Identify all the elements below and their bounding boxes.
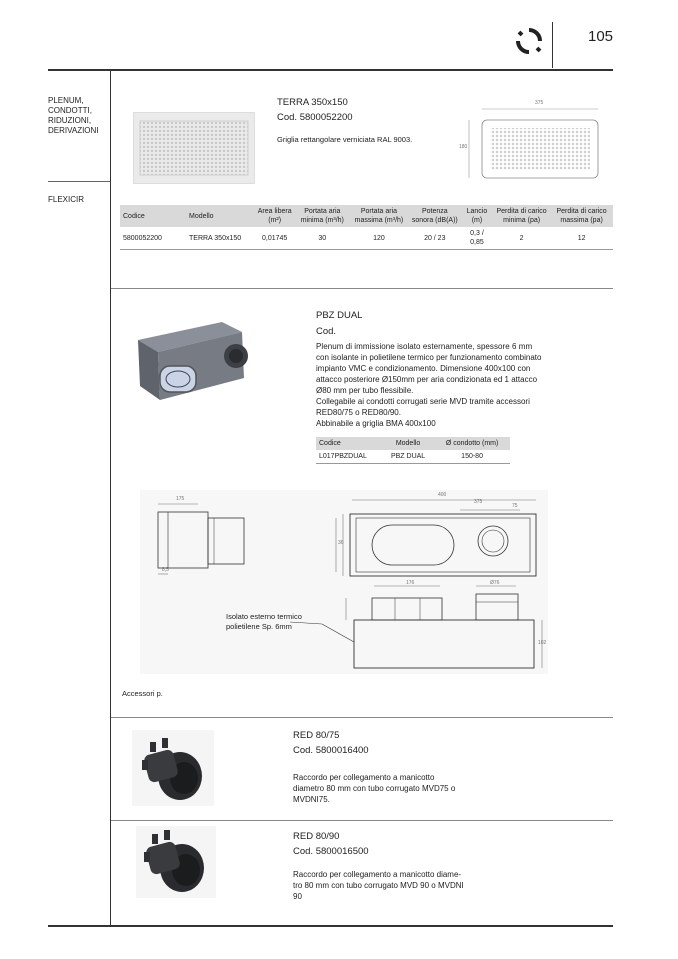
dimension-label: 102 bbox=[538, 640, 547, 646]
description-line: 90 bbox=[293, 892, 302, 901]
table-cell: TERRA 350x150 bbox=[186, 227, 254, 250]
table-cell: L017PBZDUAL bbox=[316, 450, 382, 464]
sidebar-category-line: RIDUZIONI, bbox=[48, 116, 92, 125]
sidebar-subcategory: FLEXICIR bbox=[48, 195, 85, 204]
page-number: 105 bbox=[588, 28, 614, 45]
description-line: RED80/75 o RED80/90. bbox=[316, 408, 401, 417]
sidebar-category-line: CONDOTTI, bbox=[48, 106, 92, 115]
description-line: con isolante in polietilene termico per funzionamento combinato bbox=[316, 353, 542, 362]
description-line: Raccordo per collegamento a manicotto diame- bbox=[293, 870, 462, 879]
product-code: Cod. 5800016500 bbox=[293, 846, 369, 857]
drawing-height-label: 180 bbox=[459, 144, 468, 150]
plenum-technical-drawing bbox=[140, 490, 548, 674]
table-cell: 30 bbox=[295, 227, 349, 250]
table-header-row bbox=[120, 205, 613, 227]
product-title: PBZ DUAL bbox=[316, 310, 363, 321]
table-header: Modello bbox=[186, 205, 254, 227]
plenum-photo bbox=[130, 318, 270, 408]
table-cell: 150-80 bbox=[434, 450, 510, 464]
description-line: tro 80 mm con tubo corrugato MVD 90 o MVDNI bbox=[293, 881, 464, 890]
product-spec-table bbox=[316, 437, 510, 464]
dimension-label: 36 bbox=[338, 540, 344, 546]
dimension-label: 8,5 bbox=[162, 567, 169, 573]
table-header: Ø condotto (mm) bbox=[434, 437, 510, 450]
sidebar-category-line: DERIVAZIONI bbox=[48, 126, 99, 135]
description-line: Ø80 mm per tubo flessibile. bbox=[316, 386, 414, 395]
footer-rule bbox=[48, 925, 613, 927]
table-header: Area libera (m²) bbox=[254, 205, 295, 227]
dimension-label: 176 bbox=[406, 580, 415, 586]
product-code: Cod. bbox=[316, 326, 337, 337]
table-cell: 5800052200 bbox=[120, 227, 186, 250]
table-cell: 2 bbox=[493, 227, 550, 250]
table-cell: 12 bbox=[550, 227, 613, 250]
sidebar-category bbox=[48, 96, 108, 136]
table-header: Potenza sonora (dB(A)) bbox=[409, 205, 461, 227]
dimension-label: Ø76 bbox=[490, 580, 500, 586]
table-header: Lancio (m) bbox=[461, 205, 493, 227]
sidebar-separator bbox=[48, 181, 110, 182]
callout-line: Isolato esterno termico bbox=[226, 612, 302, 621]
product-code: Cod. 5800016400 bbox=[293, 745, 369, 756]
product-description bbox=[316, 341, 581, 429]
description-line: attacco posteriore Ø150mm per aria condizionata ed 1 attacco bbox=[316, 375, 538, 384]
product-description: Griglia rettangolare verniciata RAL 9003. bbox=[277, 135, 413, 144]
dimension-label: 175 bbox=[176, 496, 185, 502]
description-line: MVDNI75. bbox=[293, 795, 330, 804]
dimension-label: 375 bbox=[474, 499, 483, 505]
product-title: TERRA 350x150 bbox=[277, 97, 348, 108]
dimension-label: 75 bbox=[512, 503, 518, 509]
brand-logo-icon bbox=[514, 26, 544, 56]
table-row bbox=[120, 227, 613, 250]
accessories-label: Accessori p. bbox=[122, 689, 163, 698]
table-cell: 20 / 23 bbox=[409, 227, 461, 250]
table-cell: PBZ DUAL bbox=[382, 450, 434, 464]
table-header: Perdita di carico massima (pa) bbox=[550, 205, 613, 227]
fitting-photo bbox=[136, 826, 216, 898]
table-header: Portata aria massima (m³/h) bbox=[349, 205, 408, 227]
header-rule bbox=[48, 69, 613, 71]
product-code: Cod. 5800052200 bbox=[277, 112, 353, 123]
section-divider bbox=[111, 717, 613, 718]
product-description bbox=[293, 869, 483, 902]
table-cell: 0,3 / 0,85 bbox=[461, 227, 493, 250]
table-header: Portata aria minima (m³/h) bbox=[295, 205, 349, 227]
description-line: impianto VMC e condizionamento. Dimensione 400x100 con bbox=[316, 364, 531, 373]
grille-photo bbox=[133, 112, 255, 184]
description-line: diametro 80 mm con tubo corrugato MVD75 o bbox=[293, 784, 456, 793]
table-header: Perdita di carico minima (pa) bbox=[493, 205, 550, 227]
sidebar-category-line: PLENUM, bbox=[48, 96, 84, 105]
description-line: Collegabile ai condotti corrugati serie MVD tramite accessori bbox=[316, 397, 530, 406]
table-header: Codice bbox=[120, 205, 186, 227]
section-divider bbox=[111, 820, 613, 821]
sidebar-divider bbox=[110, 71, 111, 926]
product-title: RED 80/75 bbox=[293, 730, 340, 741]
table-cell: 0,01745 bbox=[254, 227, 295, 250]
dimension-label: 400 bbox=[438, 492, 447, 498]
table-header: Modello bbox=[382, 437, 434, 450]
description-line: Abbinabile a griglia BMA 400x100 bbox=[316, 419, 436, 428]
grille-technical-drawing bbox=[455, 98, 613, 188]
table-header-row bbox=[316, 437, 510, 450]
product-spec-table bbox=[120, 205, 613, 250]
header-divider-vertical bbox=[552, 22, 553, 68]
callout-line: polietilene Sp. 6mm bbox=[226, 622, 292, 631]
drawing-width-label: 375 bbox=[535, 100, 544, 106]
description-line: Raccordo per collegamento a manicotto bbox=[293, 773, 435, 782]
product-description bbox=[293, 772, 478, 805]
product-title: RED 80/90 bbox=[293, 831, 340, 842]
fitting-photo bbox=[132, 730, 214, 806]
table-cell: 120 bbox=[349, 227, 408, 250]
section-divider bbox=[111, 288, 613, 289]
description-line: Plenum di immissione isolato esternamente, spessore 6 mm bbox=[316, 342, 533, 351]
table-header: Codice bbox=[316, 437, 382, 450]
table-row bbox=[316, 450, 510, 464]
callout-label bbox=[226, 612, 302, 632]
